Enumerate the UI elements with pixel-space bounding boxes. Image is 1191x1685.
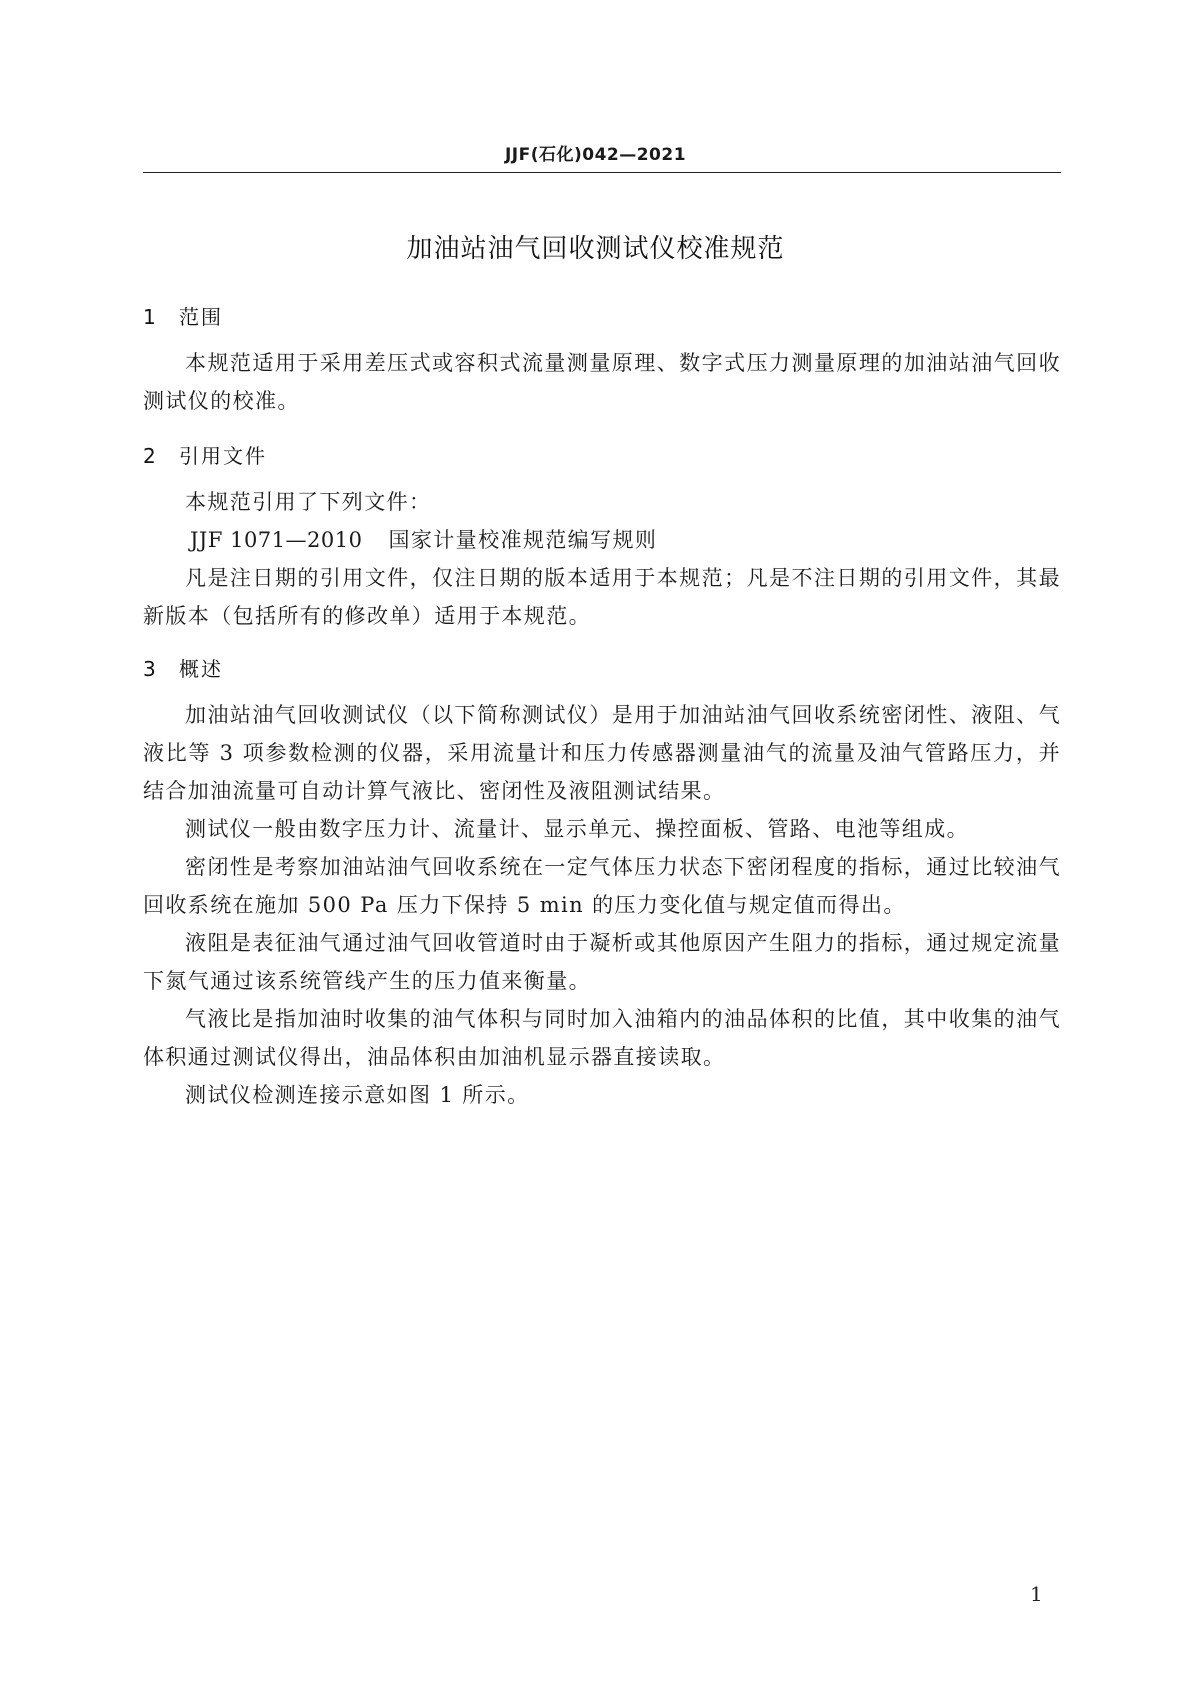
header-rule xyxy=(143,172,1061,173)
section-2-paragraph-3: 凡是注日期的引用文件，仅注日期的版本适用于本规范；凡是不注日期的引用文件，其最新版本（包括所有的修改单）适用于本规范。 xyxy=(143,566,1061,628)
section-3-paragraph-2: 测试仪一般由数字压力计、流量计、显示单元、操控面板、管路、电池等组成。 xyxy=(185,817,969,841)
page-number: 1 xyxy=(1030,1582,1043,1606)
section-title: 概述 xyxy=(179,657,223,681)
reference-code: JJF 1071—2010 xyxy=(190,528,363,552)
section-3-paragraph-1: 加油站油气回收测试仪（以下简称测试仪）是用于加油站油气回收系统密闭性、液阻、气液比等 3 项参数检测的仪器，采用流量计和压力传感器测量油气的流量及油气管路压力，并结合加油流量可自动计算气液比、密闭性及液阻测试结果。 xyxy=(143,703,1061,803)
section-number: 3 xyxy=(143,657,156,681)
reference-title: 国家计量校准规范编写规则 xyxy=(388,528,658,552)
section-3-paragraph-3: 密闭性是考察加油站油气回收系统在一定气体压力状态下密闭程度的指标，通过比较油气回收系统在施加 500 Pa 压力下保持 5 min 的压力变化值与规定值而得出。 xyxy=(143,855,1061,917)
section-1-paragraph-1: 本规范适用于采用差压式或容积式流量测量原理、数字式压力测量原理的加油站油气回收测试仪的校准。 xyxy=(143,351,1061,413)
section-3-paragraph-5: 气液比是指加油时收集的油气体积与同时加入油箱内的油品体积的比值，其中收集的油气体积通过测试仪得出，油品体积由加油机显示器直接读取。 xyxy=(143,1007,1061,1069)
section-3-paragraph-4: 液阻是表征油气通过油气回收管道时由于凝析或其他原因产生阻力的指标，通过规定流量下氮气通过该系统管线产生的压力值来衡量。 xyxy=(143,931,1061,993)
page-header: JJF(石化)042—2021 xyxy=(504,145,687,165)
document-title: 加油站油气回收测试仪校准规范 xyxy=(406,234,785,264)
section-1-heading xyxy=(143,301,223,330)
section-3-paragraph-6: 测试仪检测连接示意如图 1 所示。 xyxy=(185,1083,530,1107)
section-number: 2 xyxy=(143,444,156,468)
section-3-heading xyxy=(143,653,223,682)
section-2-paragraph-1: 本规范引用了下列文件： xyxy=(185,490,432,514)
section-title: 引用文件 xyxy=(179,444,267,468)
section-2-heading xyxy=(143,440,267,469)
section-title: 范围 xyxy=(179,305,223,329)
reference-entry xyxy=(190,521,1061,559)
section-number: 1 xyxy=(143,305,156,329)
